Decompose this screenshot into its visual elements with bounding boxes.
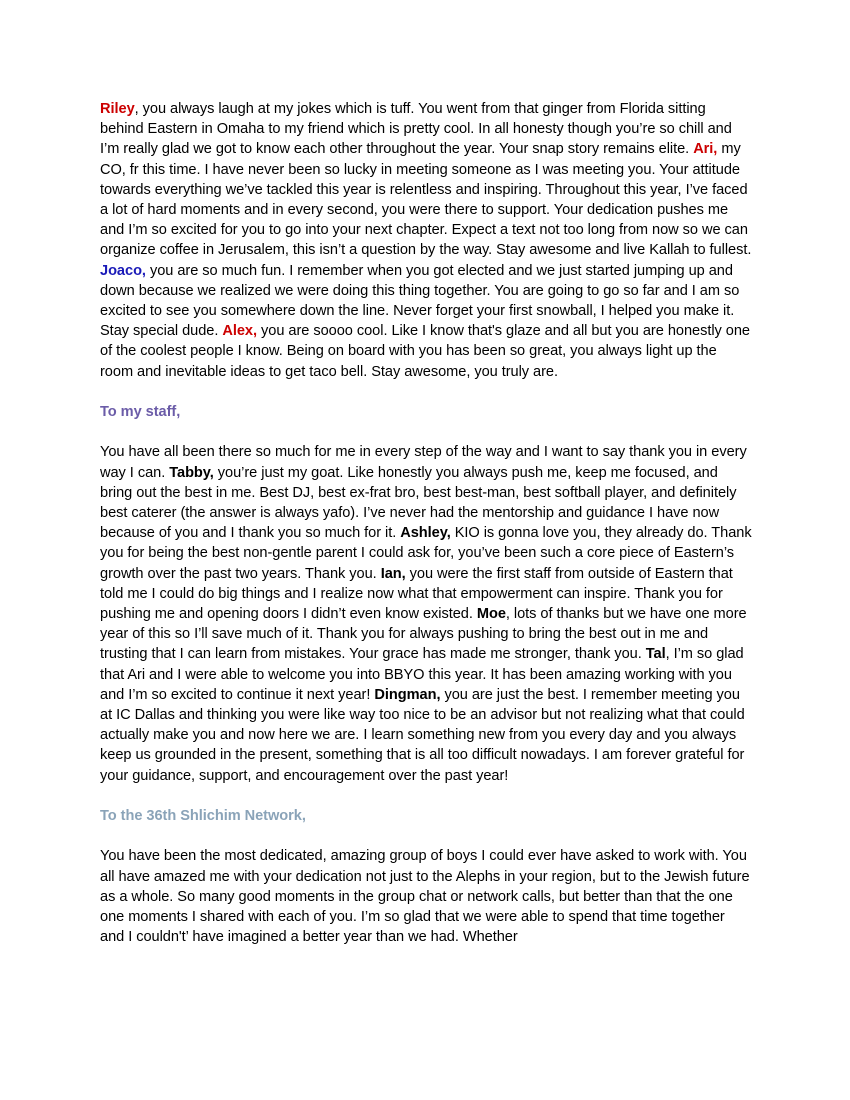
ian-text: you were the first staff from outside of Eastern that told me I could do big things and I realize now what that empowerment can inspire. Thank you for pushing me and opening doors I didn’t even know existed. (100, 565, 733, 623)
staff-paragraph (100, 442, 752, 785)
moe-text: , lots of thanks but we have one more year of this so I’ll save much of it. Thank you for always pushing to bring the best out in me and trusting that I can learn from mistakes. Your grace has made me stronger, thank you. (100, 606, 747, 663)
friends-paragraph (100, 99, 752, 382)
name-joaco: Joaco, (100, 262, 146, 279)
spacer (100, 422, 752, 442)
name-alex: Alex, (222, 323, 258, 340)
ari-text: my CO, fr this time. I have never been so lucky in meeting someone as I was meeting you. Your attitude towards everything we’ve tackled this year is relentless and inspiring. Throughout this year, I’ve faced a lot of hard moments and in every second, you were there to support. Your dedication pushes me and I’m so excited for you to go into your next chapter. Expect a text not too long from now so we can organize coffee in Jerusalem, this isn’t a question by the way. Stay awesome and live Kallah to fullest. (100, 141, 752, 259)
name-dingman: Dingman, (374, 686, 441, 703)
spacer (100, 786, 752, 806)
tal-text: , I’m so glad that Ari and I were able to welcome you into BBYO this year. It has been amazing working with you and I’m so excited to continue it next year! (100, 646, 744, 703)
riley-text: , you always laugh at my jokes which is tuff. You went from that ginger from Florida sitting behind Eastern in Omaha to my friend which is pretty cool. In all honesty though you’re so chill and I’m really glad we got to know each other throughout the year. Your snap story remains elite. (100, 101, 732, 158)
spacer (100, 382, 752, 402)
name-tabby: Tabby, (169, 464, 214, 481)
name-ian: Ian, (380, 565, 406, 582)
ashley-text: KIO is gonna love you, they already do. Thank you for being the best non-gentle parent I could ask for, you’ve been such a core piece of Eastern’s growth over the past two years. Thank you. (100, 525, 752, 582)
name-ari: Ari, (693, 141, 718, 158)
name-ashley: Ashley, (400, 525, 451, 542)
name-tal: Tal (645, 646, 666, 663)
staff-intro: You have all been there so much for me in every step of the way and I want to say thank you in every way I can. (100, 444, 747, 481)
document-page (100, 99, 752, 947)
spacer (100, 826, 752, 846)
network-paragraph: You have been the most dedicated, amazing group of boys I could ever have asked to work with. You all have amazed me with your dedication not just to the Alephs in your region, but to the Jewish future as a whole. So many good moments in the group chat or network calls, but better than that the one one moments I shared with each of you. I’m so glad that we were able to spend that time together and I couldn't’ have imagined a better year than we had. Whether (100, 848, 750, 946)
dingman-text: you are just the best. I remember meeting you at IC Dallas and thinking you were like way too nice to be an advisor but not realizing what that could actually make you and now here we are. I learn something new from you every day and you always keep us grounded in the present, something that is all too difficult nowadays. I am forever grateful for your guidance, support, and encouragement over the past year! (100, 686, 745, 784)
staff-heading: To my staff, (100, 404, 181, 421)
tabby-text: you’re just my goat. Like honestly you always push me, keep me focused, and bring out the best in me. Best DJ, best ex-frat bro, best best-man, best softball player, and definitely best caterer (the answer is always yafo). I’ve never had the mentorship and guidance I have now because of you and I thank you so much for it. (100, 464, 737, 542)
name-riley: Riley (100, 101, 135, 117)
name-moe: Moe (476, 606, 506, 623)
network-heading: To the 36th Shlichim Network, (100, 808, 306, 825)
joaco-text: you are so much fun. I remember when you got elected and we just started jumping up and down because we realized we were doing this thing together. You are going to go so far and I am so excited to see you somewhere down the line. Never forget your first snowball, I helped you make it. Stay special dude. (100, 262, 740, 340)
alex-text: you are soooo cool. Like I know that's glaze and all but you are honestly one of the coolest people I know. Being on board with you has been so great, you always light up the room and inevitable ideas to get taco bell. Stay awesome, you truly are. (100, 323, 750, 380)
